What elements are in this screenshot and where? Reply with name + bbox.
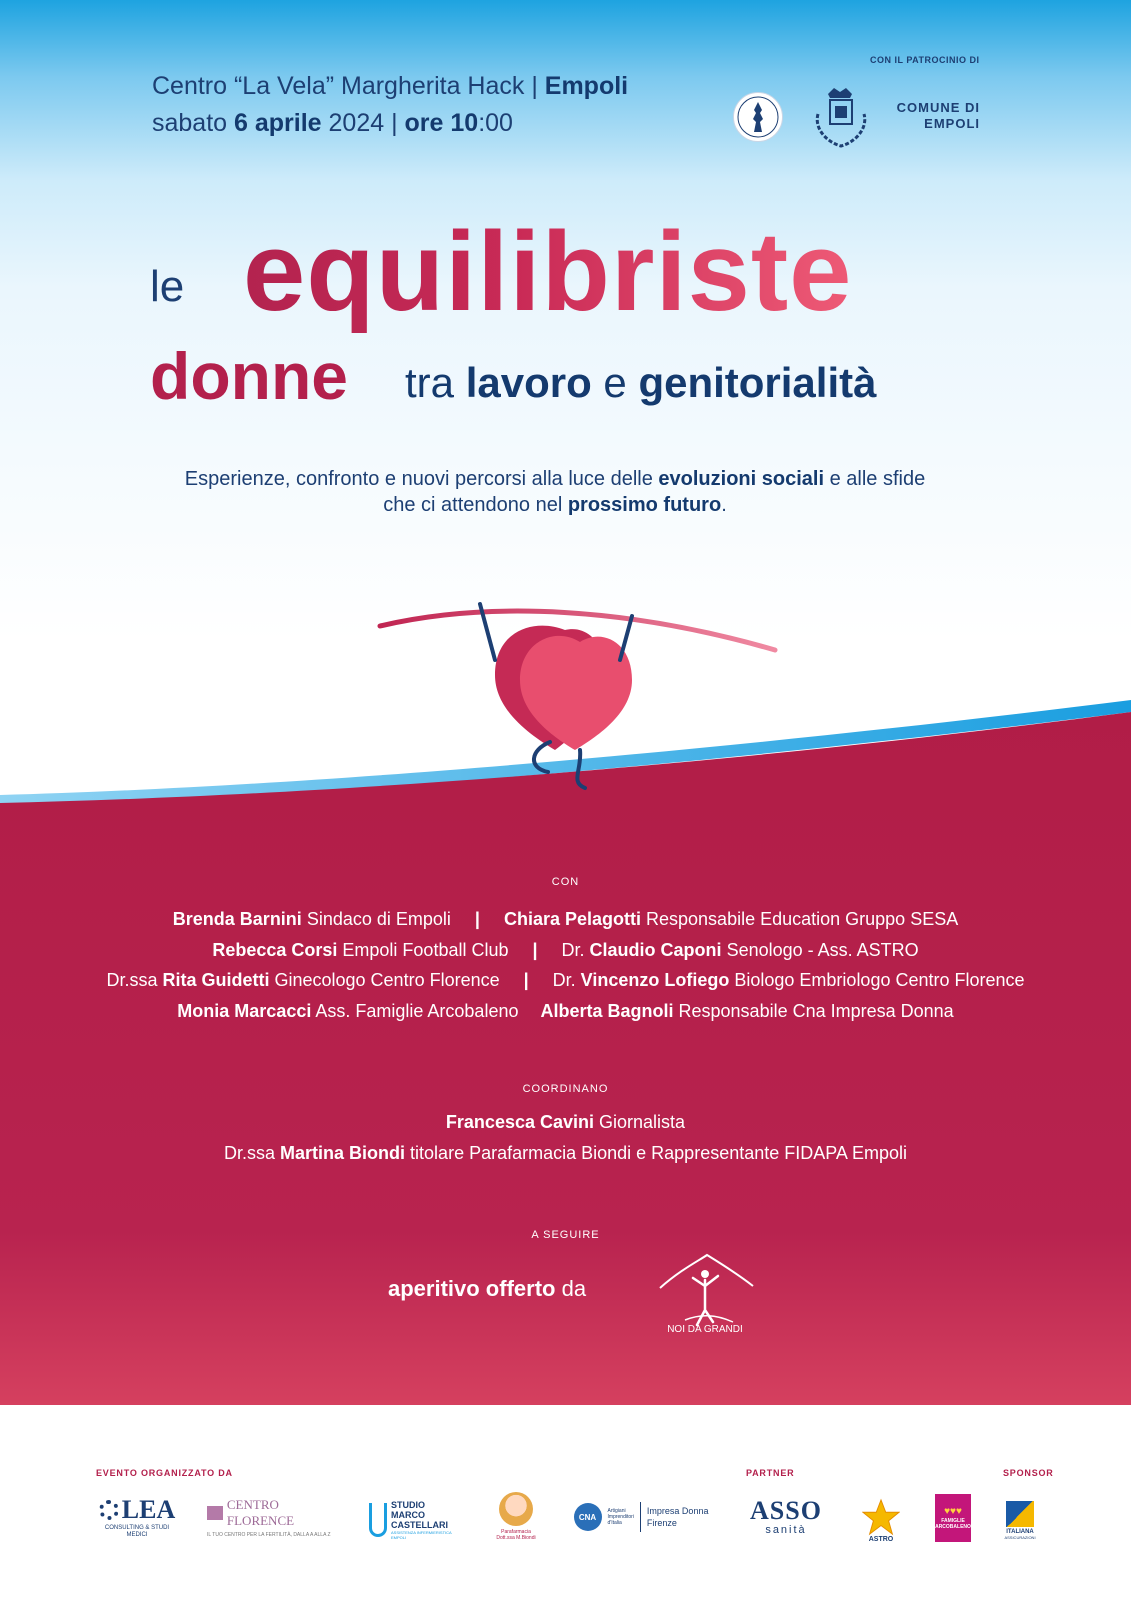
asso-subtitle: sanità <box>765 1524 807 1536</box>
speaker-role: Senologo - Ass. ASTRO <box>726 939 919 960</box>
sponsor-label: SPONSOR <box>1003 1468 1054 1478</box>
coordinator-entry <box>0 1107 1131 1138</box>
organized-by-label: EVENTO ORGANIZZATO DA <box>96 1468 233 1478</box>
cna-line-2: Imprenditori <box>607 1514 634 1520</box>
partner-label: PARTNER <box>746 1468 795 1478</box>
event-time: ore 10 <box>404 109 479 137</box>
fam-line-1: FAMIGLIE <box>941 1518 965 1524</box>
stethoscope-icon <box>369 1503 387 1537</box>
castellari-subtitle: ASSISTENZA INFERMIERISTICA EMPOLI <box>391 1530 452 1540</box>
title-tra: tra <box>405 359 466 406</box>
asso-sanita-logo <box>742 1492 830 1542</box>
speaker-name: Vincenzo Lofiego <box>580 970 730 991</box>
coordinator-name: Francesca Cavini <box>445 1112 594 1132</box>
description-bold-2: prossimo futuro <box>567 494 722 516</box>
speaker-entry <box>562 940 919 960</box>
speakers-list <box>0 904 1131 1026</box>
speaker-entry <box>106 970 499 990</box>
italiana-line-1: ITALIANA <box>1006 1528 1034 1535</box>
title-donne: donne <box>150 339 348 413</box>
centro-florence-logo <box>207 1492 335 1542</box>
venue-city: Empoli <box>544 72 629 100</box>
speaker-entry <box>553 970 1025 990</box>
italiana-line-2: ASSICURAZIONI <box>1004 1534 1036 1540</box>
astro-name: ASTRO <box>868 1535 894 1543</box>
aperitivo-da: da <box>555 1276 587 1301</box>
comune-line-1: COMUNE DI <box>896 100 980 115</box>
title-genitorialita: genitorialità <box>638 359 877 406</box>
noi-da-grandi-label: NOI DA GRANDI <box>667 1324 743 1335</box>
florence-subtitle: IL TUO CENTRO PER LA FERTILITÀ, DALLA A ALLA Z <box>207 1531 331 1538</box>
cna-line-3: d'Italia <box>607 1520 622 1526</box>
biondi-line-1: Parafarmacia <box>501 1528 531 1535</box>
coordinator-name: Martina Biondi <box>280 1143 406 1163</box>
speaker-role: Empoli Football Club <box>342 939 509 960</box>
title-equilibriste: equilibriste <box>243 209 853 334</box>
speakers-label: CON <box>551 876 580 888</box>
italiana-assicurazioni-logo <box>998 1492 1042 1548</box>
studio-castellari-logo <box>365 1492 457 1548</box>
title-e: e <box>591 359 639 406</box>
castellari-line-1: STUDIO <box>391 1500 426 1510</box>
speaker-entry <box>212 940 508 960</box>
castellari-line-2: MARCO <box>391 1510 425 1520</box>
speaker-name: Alberta Bagnoli <box>540 1000 674 1021</box>
star-icon <box>862 1498 900 1536</box>
speaker-role: Sindaco di Empoli <box>306 909 451 929</box>
cna-impresa-donna-logo <box>570 1492 712 1542</box>
speaker-name: Rita Guidetti <box>162 970 270 991</box>
speaker-name: Monia Marcacci <box>177 1000 312 1021</box>
cna-city: Firenze <box>646 1518 677 1528</box>
speaker-name: Chiara Pelagotti <box>503 909 641 929</box>
venue-text: Centro “La Vela” Margherita Hack | <box>152 72 545 100</box>
speaker-role: Responsabile Education Gruppo SESA <box>646 909 959 929</box>
separator: | <box>474 909 480 929</box>
speaker-title: Dr. <box>561 939 590 960</box>
description-bold-1: evoluzioni sociali <box>658 468 825 490</box>
cna-badge-icon: CNA <box>574 1503 602 1531</box>
speakers-row <box>0 935 1131 966</box>
cna-line-1: Artigiani <box>607 1508 626 1514</box>
cna-title: Impresa Donna <box>646 1506 709 1516</box>
castellari-line-3: CASTELLARI <box>391 1520 448 1530</box>
asso-name: ASSO <box>750 1496 822 1525</box>
speaker-role: Biologo Embriologo Centro Florence <box>734 970 1025 991</box>
italiana-mark-icon <box>1006 1501 1034 1527</box>
coordinators-label: COORDINANO <box>522 1083 609 1095</box>
aperitivo-bold: aperitivo offerto <box>388 1276 556 1301</box>
lea-logo <box>94 1492 180 1542</box>
speaker-role: Ginecologo Centro Florence <box>274 970 500 991</box>
coordinator-role: Giornalista <box>599 1112 686 1132</box>
coordinator-entry <box>0 1138 1131 1169</box>
speakers-row <box>0 996 1131 1027</box>
speaker-name: Rebecca Corsi <box>212 939 338 960</box>
speaker-role: Ass. Famiglie Arcobaleno <box>315 1000 519 1021</box>
separator: | <box>532 939 538 960</box>
comune-name <box>870 100 980 132</box>
follow-label: A SEGUIRE <box>531 1229 600 1241</box>
patronage-label: CON IL PATROCINIO DI <box>870 55 980 65</box>
coordinator-title: Dr.ssa <box>224 1143 281 1163</box>
lea-name: LEA <box>121 1495 176 1524</box>
lea-subtitle: CONSULTING & STUDI MEDICI <box>104 1525 170 1538</box>
title-subline <box>405 359 876 407</box>
speaker-name: Claudio Caponi <box>589 939 722 960</box>
event-year: 2024 | <box>321 109 405 137</box>
description-part-2: e alle sfide che ci attendono nel <box>383 468 926 516</box>
hearts-icon: ♥♥♥ <box>944 1506 962 1517</box>
florence-mark-icon <box>207 1506 223 1520</box>
florence-name: CENTRO FLORENCE <box>226 1496 295 1528</box>
coordinator-role: titolare Parafarmacia Biondi e Rappresentante FIDAPA Empoli <box>410 1143 907 1163</box>
speaker-entry <box>173 909 451 929</box>
speakers-row <box>0 965 1131 996</box>
title-le: le <box>150 262 185 311</box>
biondi-line-2: Dott.ssa M.Biondi <box>496 1534 536 1541</box>
parafarmacia-biondi-logo <box>488 1486 544 1546</box>
fam-line-2: ARCOBALENO <box>935 1524 971 1530</box>
speakers-row <box>0 904 1131 935</box>
cna-divider <box>640 1502 641 1532</box>
famiglie-arcobaleno-logo <box>935 1494 971 1542</box>
speaker-role: Responsabile Cna Impresa Donna <box>678 1000 954 1021</box>
event-time-minutes: :00 <box>478 109 513 137</box>
speaker-entry <box>540 1001 953 1021</box>
regional-seal-icon <box>733 92 783 142</box>
speaker-title: Dr. <box>552 970 581 991</box>
event-date: 6 aprile <box>234 109 322 137</box>
comune-line-2: EMPOLI <box>924 116 980 131</box>
description-end: . <box>721 494 727 516</box>
event-description <box>180 466 930 518</box>
description-part-1: Esperienze, confronto e nuovi percorsi alla luce delle <box>184 468 659 490</box>
comune-crest-icon <box>810 84 872 150</box>
tightrope-heart-illustration <box>370 600 780 810</box>
event-day: sabato <box>152 109 235 137</box>
speaker-name: Brenda Barnini <box>172 909 302 929</box>
event-venue-date <box>152 68 628 142</box>
astro-logo <box>856 1492 906 1548</box>
aperitivo-text <box>388 1276 586 1302</box>
coordinators-list <box>0 1107 1131 1169</box>
separator: | <box>523 970 529 991</box>
speaker-entry <box>177 1001 518 1021</box>
gear-icon <box>99 1500 119 1520</box>
speaker-title: Dr.ssa <box>106 970 163 991</box>
title-lavoro: lavoro <box>465 359 592 406</box>
pharmacist-avatar-icon <box>499 1492 533 1526</box>
speaker-entry <box>504 909 958 929</box>
